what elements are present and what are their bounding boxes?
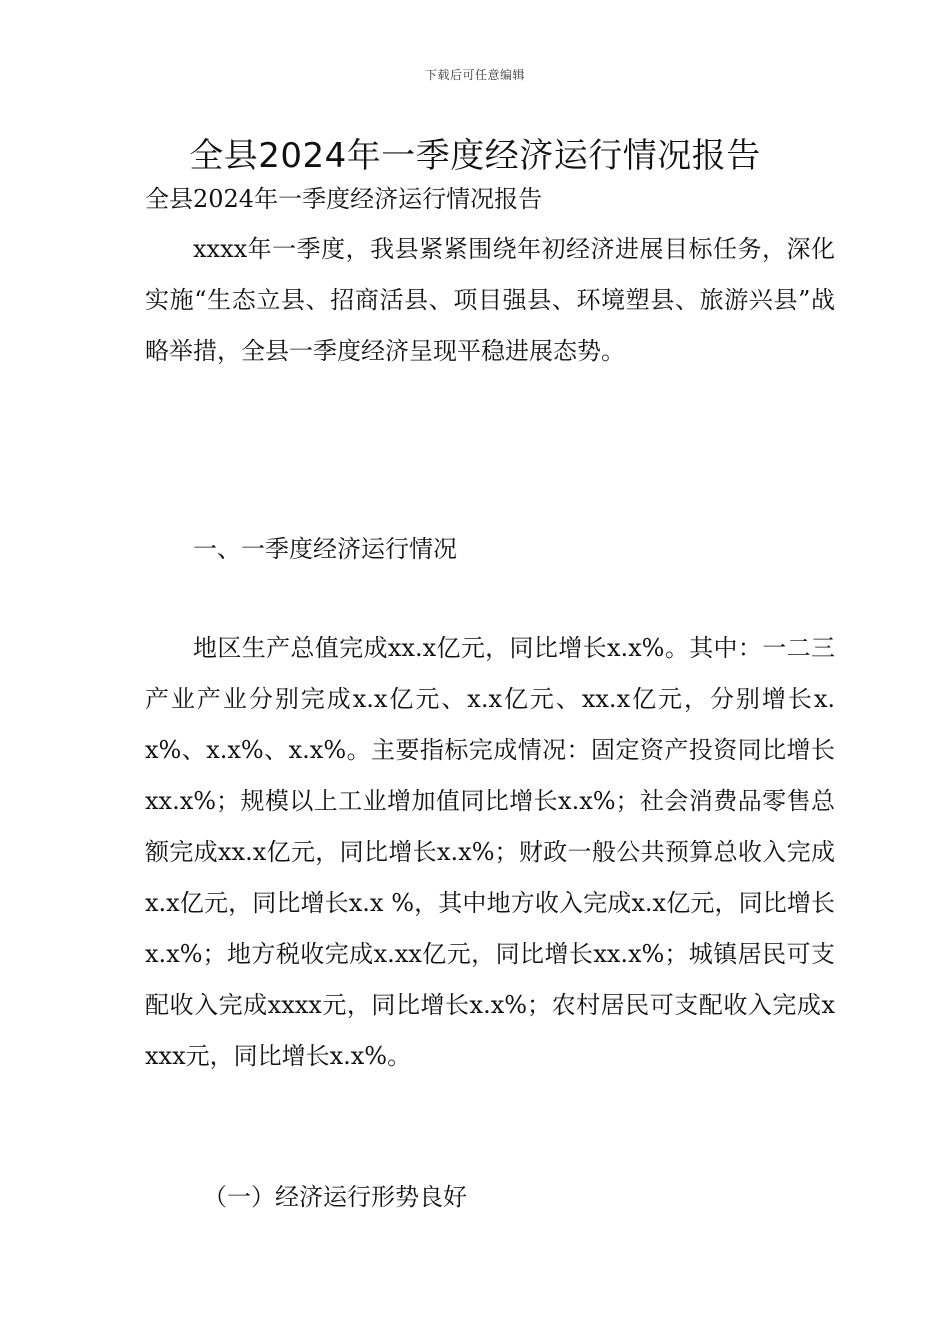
subsection-heading: （一）经济运行形势良好 — [203, 1183, 467, 1211]
section-paragraph: 地区生产总值完成xx.x亿元，同比增长x.x%。其中：一二三产业产业分别完成x.x亿元、x.x亿元、xx.x亿元，分别增长x.x%、x.x%、x.x%。主要指标完成情况：固定资产投资同比增长xx.x%；规模以上工业增加值同比增长x.x%；社会消费品零售总额完成xx.x亿元，同比增长x.x%；财政一般公共预算总收入完成x.x亿元，同比增长x.x %，其中地方收入完成x.x亿元，同比增长x.x%；地方税收完成x.xx亿元，同比增长xx.x%；城镇居民可支配收入完成xxxx元，同比增长x.x%；农村居民可支配收入完成xxxx元，同比增长x.x%。 — [145, 634, 835, 1070]
section-heading: 一、一季度经济运行情况 — [193, 535, 457, 563]
document-title: 全县2024年一季度经济运行情况报告 — [189, 136, 761, 176]
intro-paragraph: xxxx年一季度，我县紧紧围绕年初经济进展目标任务，深化实施“生态立县、招商活县、项目强县、环境塑县、旅游兴县”战略举措，全县一季度经济呈现平稳进展态势。 — [145, 235, 835, 365]
document-subtitle: 全县2024年一季度经济运行情况报告 — [145, 185, 543, 213]
header-note: 下载后可任意编辑 — [424, 68, 525, 82]
